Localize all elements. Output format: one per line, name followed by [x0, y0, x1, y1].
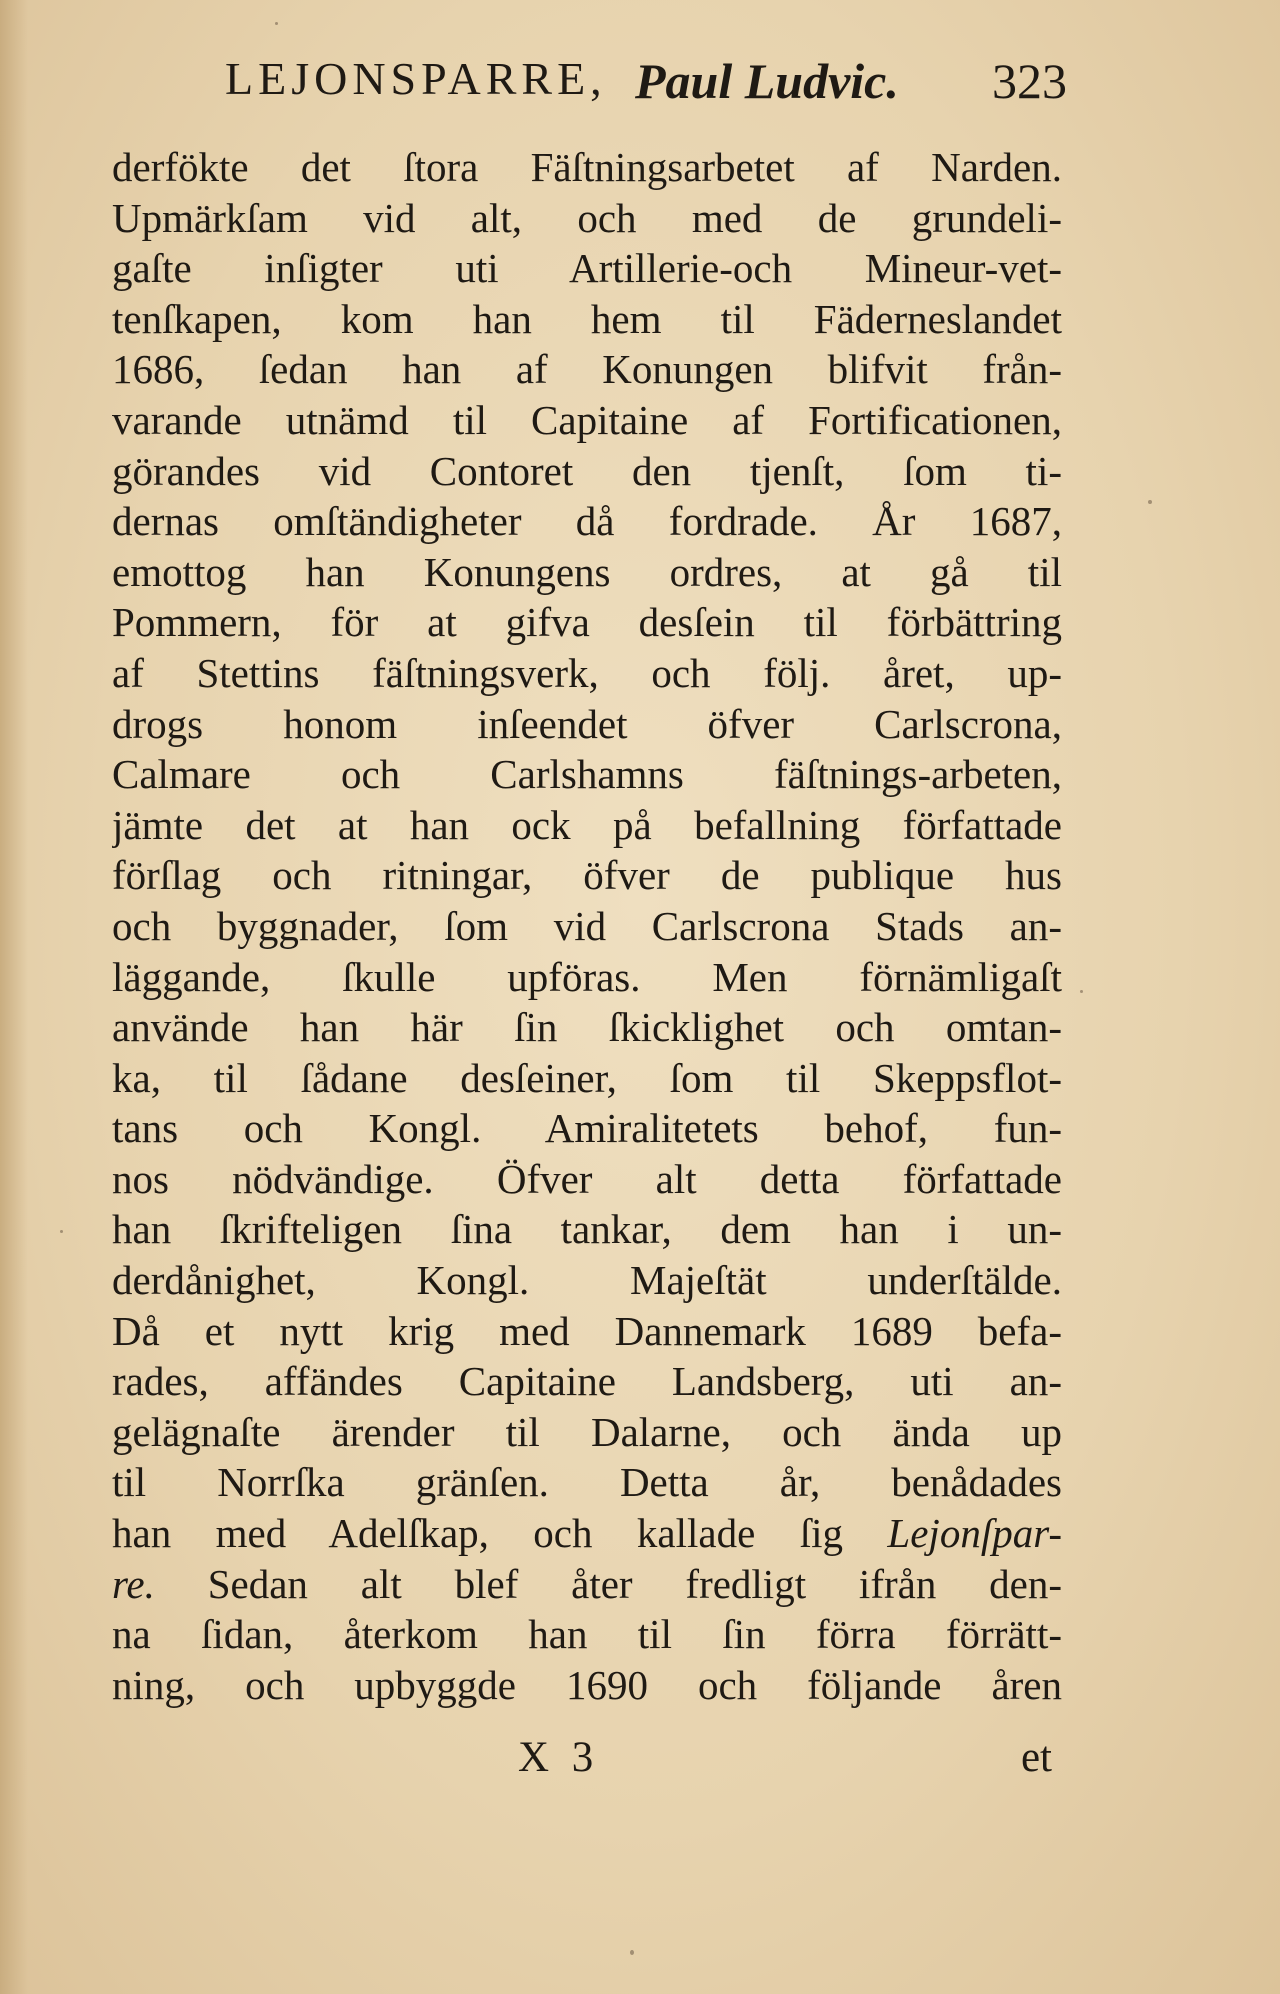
text-line: af Stettins fäſtningsverk, och följ. året, up- [112, 649, 1062, 696]
running-head-name: LEJONSPARRE, [225, 53, 607, 104]
text-line: använde han här ſin ſkicklighet och omtan- [112, 1004, 1062, 1051]
page-edge-shadow [0, 0, 28, 1994]
text-line: görandes vid Contoret den tjenſt, ſom ti- [112, 447, 1062, 494]
text-line: Då et nytt krig med Dannemark 1689 befa- [112, 1307, 1062, 1354]
text-line: läggande, ſkulle upföras. Men förnämligaſt [112, 953, 1062, 1000]
text-line: Pommern, för at gifva desſein til förbättring [112, 599, 1062, 646]
text-line: nos nödvändige. Öfver alt detta författade [112, 1155, 1062, 1202]
text-line [112, 1559, 1062, 1610]
running-head [145, 52, 1085, 122]
text-line: dernas omſtändigheter då fordrade. År 1687, [112, 498, 1062, 545]
text-line: tans och Kongl. Amiralitetets behof, fun- [112, 1105, 1062, 1152]
text-line: ning, och upbyggde 1690 och följande åren [112, 1661, 1062, 1708]
text-line [112, 1508, 1062, 1559]
text-line: ka, til ſådane desſeiner, ſom til Skeppsflot- [112, 1054, 1062, 1101]
text-line: han ſkrifteligen ſina tankar, dem han i un- [112, 1206, 1062, 1253]
text-line: jämte det at han ock på befallning författade [112, 801, 1062, 848]
text-line: til Norrſka gränſen. Detta år, benådades [112, 1459, 1062, 1506]
speck [1080, 990, 1083, 993]
text-line: förſlag och ritningar, öfver de publique hus [112, 852, 1062, 899]
text-line: emottog han Konungens ordres, at gå til [112, 548, 1062, 595]
signature-mark: X 3 [518, 1734, 600, 1781]
text-line: drogs honom inſeendet öfver Carlscrona, [112, 700, 1062, 747]
text-line: rades, affändes Capitaine Landsberg, uti an- [112, 1358, 1062, 1405]
running-head-given-name: Paul Ludvic. [635, 53, 899, 109]
text-line: na ſidan, återkom han til ſin förra förrätt- [112, 1611, 1062, 1658]
italic-name-continuation: re. [112, 1560, 155, 1607]
speck [1148, 500, 1152, 504]
text-line: varande utnämd til Capitaine af Fortificationen, [112, 396, 1062, 443]
body-text [112, 142, 1062, 1710]
italic-name-lejonsparre: Lejonſpar- [887, 1510, 1062, 1557]
text-line: 1686, ſedan han af Konungen blifvit från- [112, 346, 1062, 393]
text-line: gelägnaſte ärender til Dalarne, och ända up [112, 1408, 1062, 1455]
text-line: och byggnader, ſom vid Carlscrona Stads an- [112, 902, 1062, 949]
page-footer [112, 1733, 1062, 1793]
catchword: et [1020, 1734, 1052, 1781]
text-line: derdånighet, Kongl. Majeſtät underſtälde. [112, 1257, 1062, 1304]
speck [630, 1950, 634, 1955]
speck [275, 22, 278, 25]
text-line: gaſte inſigter uti Artillerie-och Mineur-vet- [112, 245, 1062, 292]
text-line: derfökte det ſtora Fäſtningsarbetet af Narden. [112, 144, 1062, 190]
speck [60, 1230, 63, 1233]
text-line-part: han med Adelſkap, och kallade ſig [112, 1510, 843, 1557]
text-line: Upmärkſam vid alt, och med de grundeli- [112, 194, 1062, 241]
text-line: Calmare och Carlshamns fäſtnings-arbeten, [112, 751, 1062, 798]
text-line-part: Sedan alt blef åter fredligt ifrån den- [207, 1560, 1062, 1607]
page-number: 323 [992, 53, 1067, 109]
text-line: tenſkapen, kom han hem til Fäderneslandet [112, 295, 1062, 342]
